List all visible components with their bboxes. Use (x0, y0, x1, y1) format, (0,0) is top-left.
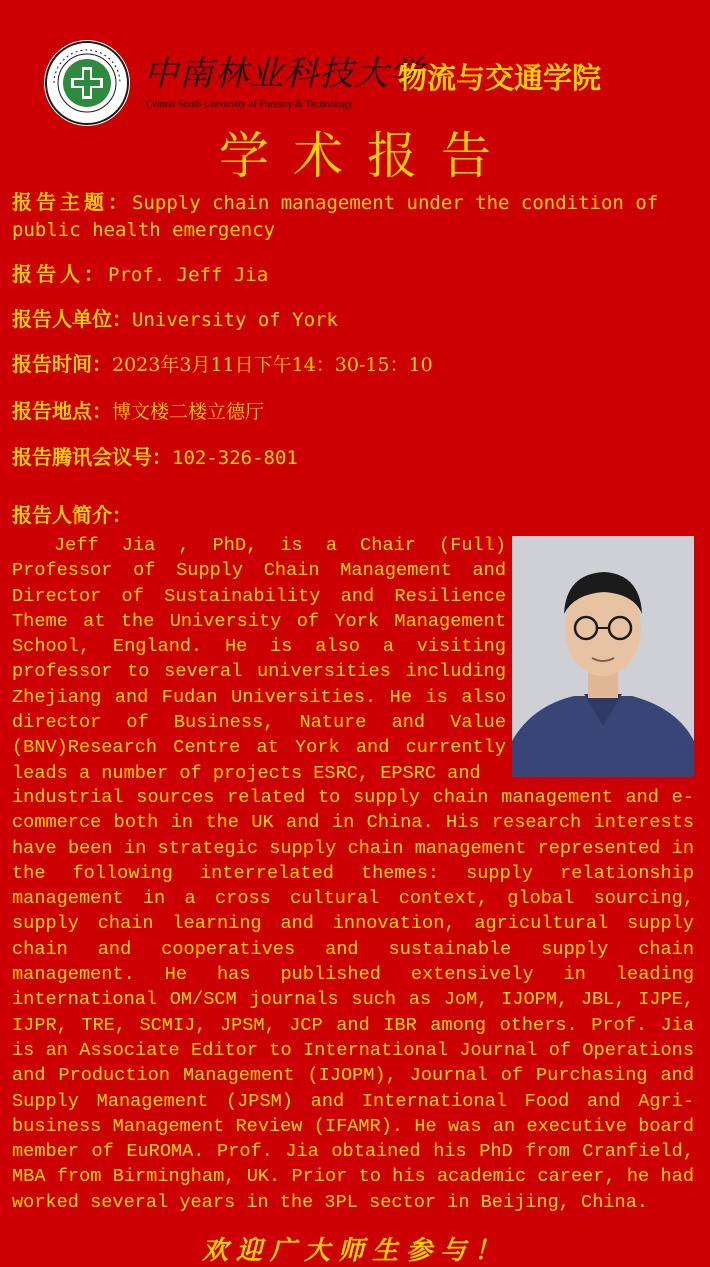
college-name: 物流与交通学院 (398, 61, 602, 95)
topic-value: Supply chain management under the condition of public health emergency (12, 192, 659, 241)
place-row (12, 398, 264, 425)
welcome-footer: 欢迎广大师生参与！ (201, 1236, 508, 1266)
speaker-row (12, 261, 268, 288)
meeting-id-row (12, 444, 298, 471)
topic-label: 报告主题： (12, 190, 132, 214)
page-title: 学术报告 (219, 127, 515, 185)
university-seal-icon (44, 40, 130, 126)
poster-header (0, 0, 710, 120)
time-value: 2023年3月11日下午14：30-15：10 (112, 354, 433, 376)
speaker-value: Prof. Jeff Jia (108, 264, 269, 286)
university-name-cn: 中南林业科技大学 (144, 54, 424, 94)
affiliation-row (12, 306, 338, 333)
affiliation-label: 报告人单位： (12, 307, 132, 331)
bio-paragraph-part1: Jeff Jia , PhD, is a Chair (Full) Professor of Supply Chain Management and Director of Sustainability and Resilience Theme at the University of York Management School, England. He is also a visiting professor to several universities including Zhejiang and Fudan Universities. He is also director of Business, Nature and Value (BNV)Research Centre at York and currently leads a number of projects ESRC, EPSRC and (12, 535, 506, 784)
meeting-id-label: 报告腾讯会议号： (12, 445, 172, 469)
university-name-en: Central South University of Forestry & Technology (146, 99, 353, 110)
time-row (12, 351, 433, 378)
speaker-portrait (512, 536, 694, 777)
meeting-id-value: 102-326-801 (172, 447, 298, 469)
place-value: 博文楼二楼立德厅 (112, 401, 265, 423)
bio-label: 报告人简介： (12, 503, 132, 527)
bio-heading (12, 502, 132, 528)
time-label: 报告时间： (12, 352, 112, 376)
speaker-label: 报告人： (12, 262, 108, 286)
affiliation-value: University of York (132, 309, 338, 331)
topic-row (12, 189, 682, 243)
bio-paragraph-part2: industrial sources related to supply chain management and e-commerce both in the UK and in China. His research interests have been in strategic supply chain management represented in the following interrelated themes: supply relationship management in a cross cultural context, global sourcing, supply chain learning and innovation, agricultural supply chain and cooperatives and sustainable supply chain management. He has published extensively in leading international OM/SCM journals such as JoM, IJOPM, JBL, IJPE, IJPR, TRE, SCMIJ, JPSM, JCP and IBR among others. Prof. Jia is an Associate Editor to International Journal of Operations and Production Management (IJOPM), Journal of Purchasing and Supply Management (JPSM) and International Food and Agri-business Management Review (IFAMR). He was an executive board member of EuROMA. Prof. Jia obtained his PhD from Cranfield, MBA from Birmingham, UK. Prior to his academic career, he had worked several years in the 3PL sector in Beijing, China. (12, 787, 694, 1213)
place-label: 报告地点： (12, 399, 112, 423)
